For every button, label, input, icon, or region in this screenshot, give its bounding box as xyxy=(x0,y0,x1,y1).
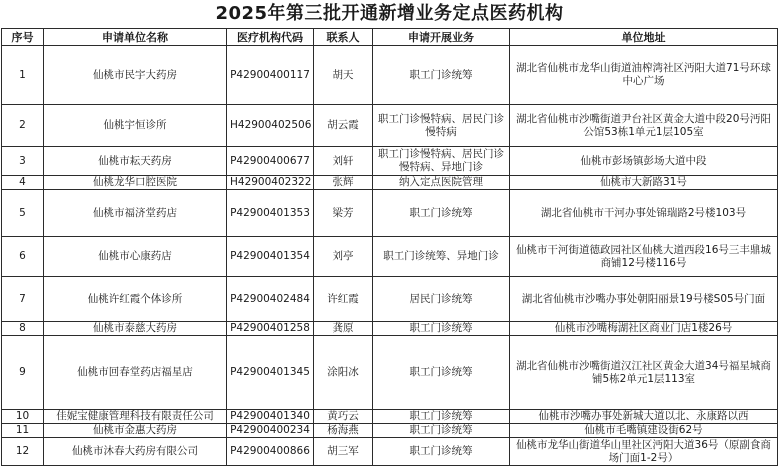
cell-code: P42900401340 xyxy=(227,410,314,424)
table-row xyxy=(2,190,778,237)
cell-business: 居民门诊统筹 xyxy=(373,277,510,322)
sheet-title: 2025年第三批开通新增业务定点医药机构 xyxy=(215,3,564,24)
cell-code: P42900401353 xyxy=(227,190,314,237)
cell-address: 仙桃市沙嘴梅湖社区商业门店1楼26号 xyxy=(510,322,778,336)
cell-name: 仙桃市回春堂药店福星店 xyxy=(44,336,227,410)
cell-business: 职工门诊统筹 xyxy=(373,438,510,466)
cell-code: P42900400866 xyxy=(227,438,314,466)
cell-business: 职工门诊统筹 xyxy=(373,424,510,438)
cell-address: 湖北省仙桃市沙嘴街道汉江社区黄金大道34号福星城商铺5栋2单元1层113室 xyxy=(510,336,778,410)
table-row xyxy=(2,322,778,336)
cell-business: 职工门诊慢特病、居民门诊慢特病 xyxy=(373,105,510,147)
cell-no: 9 xyxy=(2,336,44,410)
table-row xyxy=(2,277,778,322)
cell-code: H42900402322 xyxy=(227,176,314,190)
cell-contact: 梁芳 xyxy=(314,190,373,237)
cell-contact: 胡天 xyxy=(314,46,373,105)
cell-code: P42900400677 xyxy=(227,147,314,176)
cell-name: 仙桃市耘天药房 xyxy=(44,147,227,176)
header-cell-no: 序号 xyxy=(2,29,44,46)
table-row xyxy=(2,438,778,466)
cell-business: 职工门诊统筹 xyxy=(373,46,510,105)
cell-address: 仙桃市龙华山街道华山里社区沔阳大道36号（原副食商场门面1-2号） xyxy=(510,438,778,466)
cell-name: 仙桃市泰慈大药房 xyxy=(44,322,227,336)
table-row xyxy=(2,410,778,424)
cell-no: 7 xyxy=(2,277,44,322)
cell-name: 仙桃宇恒诊所 xyxy=(44,105,227,147)
cell-no: 8 xyxy=(2,322,44,336)
cell-business: 职工门诊慢特病、居民门诊慢特病、异地门诊 xyxy=(373,147,510,176)
cell-no: 2 xyxy=(2,105,44,147)
cell-code: P42900401258 xyxy=(227,322,314,336)
cell-business: 职工门诊统筹 xyxy=(373,336,510,410)
cell-code: P42900401354 xyxy=(227,237,314,277)
cell-name: 仙桃龙华口腔医院 xyxy=(44,176,227,190)
cell-no: 1 xyxy=(2,46,44,105)
cell-contact: 黄巧云 xyxy=(314,410,373,424)
cell-no: 6 xyxy=(2,237,44,277)
cell-business: 职工门诊统筹 xyxy=(373,190,510,237)
cell-name: 仙桃市福济堂药店 xyxy=(44,190,227,237)
cell-name: 仙桃许红霞个体诊所 xyxy=(44,277,227,322)
cell-business: 职工门诊统筹 xyxy=(373,322,510,336)
table-row xyxy=(2,147,778,176)
cell-code: P42900402484 xyxy=(227,277,314,322)
cell-address: 仙桃市彭场镇彭场大道中段 xyxy=(510,147,778,176)
cell-code: P42900401345 xyxy=(227,336,314,410)
table-row xyxy=(2,424,778,438)
cell-name: 仙桃市沐春大药房有限公司 xyxy=(44,438,227,466)
cell-name: 仙桃市金惠大药房 xyxy=(44,424,227,438)
cell-contact: 龚原 xyxy=(314,322,373,336)
cell-address: 湖北省仙桃市龙华山街道油榨湾社区沔阳大道71号环球中心广场 xyxy=(510,46,778,105)
cell-no: 12 xyxy=(2,438,44,466)
cell-contact: 胡三军 xyxy=(314,438,373,466)
cell-code: P42900400117 xyxy=(227,46,314,105)
cell-address: 湖北省仙桃市沙嘴办事处朝阳丽景19号楼S05号门面 xyxy=(510,277,778,322)
header-cell-business: 申请开展业务 xyxy=(373,29,510,46)
cell-address: 仙桃市沙嘴办事处新城大道以北、永康路以西 xyxy=(510,410,778,424)
header-row xyxy=(2,29,778,46)
cell-business: 职工门诊统筹、异地门诊 xyxy=(373,237,510,277)
cell-no: 11 xyxy=(2,424,44,438)
cell-contact: 杨海燕 xyxy=(314,424,373,438)
cell-address: 湖北省仙桃市沙嘴街道尹台社区黄金大道中段20号沔阳公馆53栋1单元1层105室 xyxy=(510,105,778,147)
cell-contact: 刘亭 xyxy=(314,237,373,277)
cell-no: 5 xyxy=(2,190,44,237)
header-cell-name: 申请单位名称 xyxy=(44,29,227,46)
cell-business: 职工门诊统筹 xyxy=(373,410,510,424)
cell-no: 3 xyxy=(2,147,44,176)
cell-contact: 涂阳冰 xyxy=(314,336,373,410)
cell-code: H42900402506 xyxy=(227,105,314,147)
table-row xyxy=(2,46,778,105)
cell-name: 仙桃市民宇大药房 xyxy=(44,46,227,105)
cell-business: 纳入定点医院管理 xyxy=(373,176,510,190)
cell-address: 仙桃市大新路31号 xyxy=(510,176,778,190)
table-row xyxy=(2,105,778,147)
table-row xyxy=(2,176,778,190)
cell-contact: 胡云霞 xyxy=(314,105,373,147)
header-cell-code: 医疗机构代码 xyxy=(227,29,314,46)
cell-contact: 刘轩 xyxy=(314,147,373,176)
cell-code: P42900400234 xyxy=(227,424,314,438)
cell-address: 仙桃市干河街道德政园社区仙桃大道西段16号三丰鼎城商铺12号楼116号 xyxy=(510,237,778,277)
cell-no: 4 xyxy=(2,176,44,190)
cell-contact: 许红霞 xyxy=(314,277,373,322)
institution-table xyxy=(1,28,778,466)
cell-name: 仙桃市心康药店 xyxy=(44,237,227,277)
table-row xyxy=(2,237,778,277)
cell-no: 10 xyxy=(2,410,44,424)
header-cell-contact: 联系人 xyxy=(314,29,373,46)
cell-name: 佳妮宝健康管理科技有限责任公司 xyxy=(44,410,227,424)
cell-address: 湖北省仙桃市干河办事处锦瑞路2号楼103号 xyxy=(510,190,778,237)
header-cell-address: 单位地址 xyxy=(510,29,778,46)
cell-address: 仙桃市毛嘴镇建设街62号 xyxy=(510,424,778,438)
table-row xyxy=(2,336,778,410)
cell-contact: 张辉 xyxy=(314,176,373,190)
